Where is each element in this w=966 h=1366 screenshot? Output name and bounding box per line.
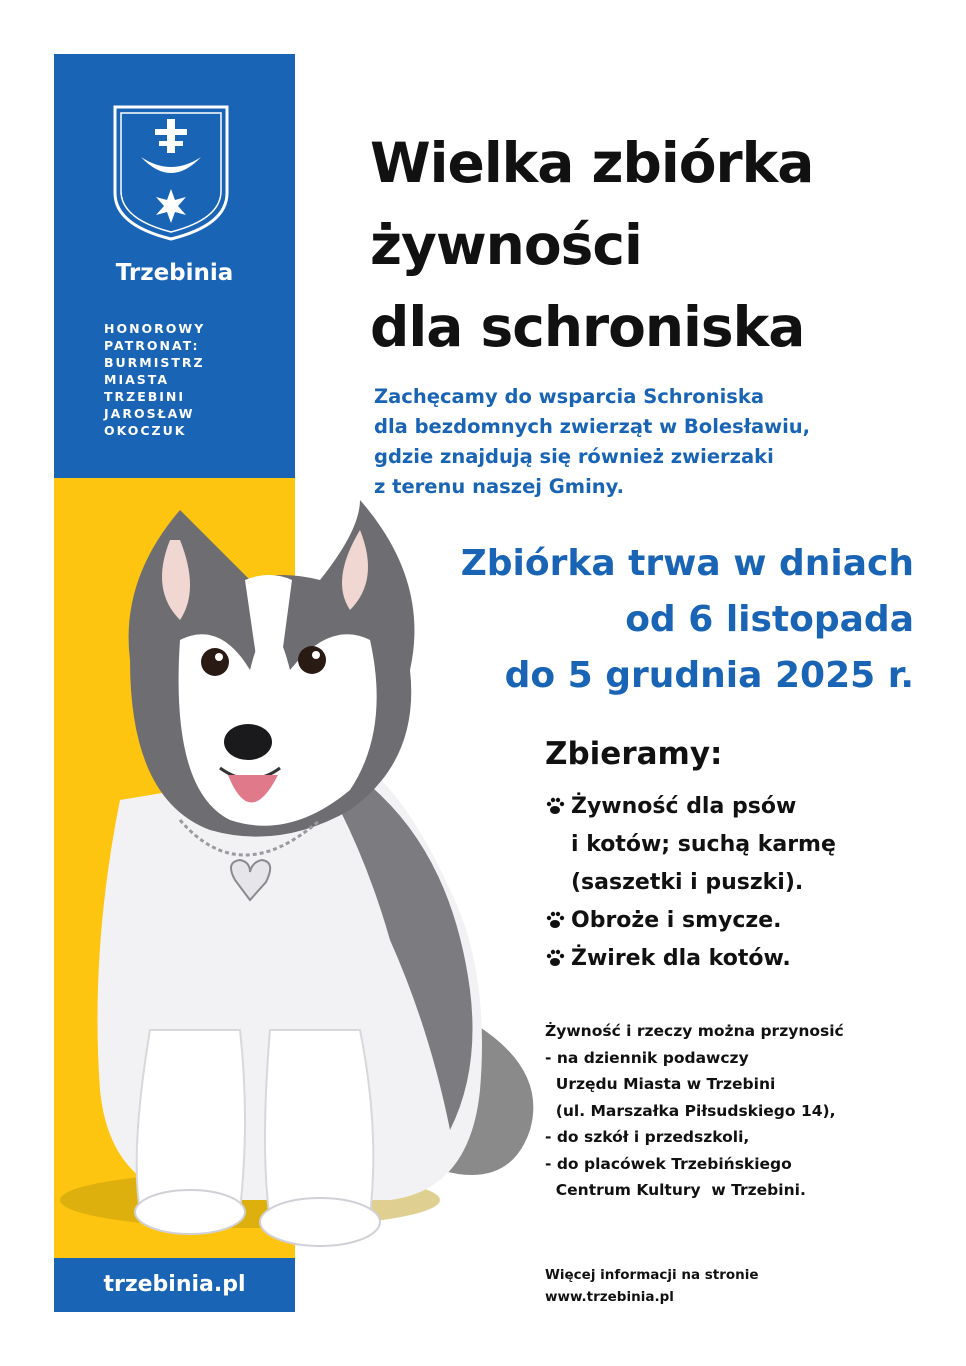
list-item (545, 788, 945, 902)
collect-list (545, 788, 945, 978)
coat-of-arms-icon (111, 103, 231, 243)
list-item-line: i kotów; suchą karmę (571, 832, 836, 857)
paw-icon (545, 796, 565, 816)
dropoff-line: Centrum Kultury w Trzebini. (545, 1181, 806, 1199)
dropoff-line: - do placówek Trzebińskiego (545, 1154, 792, 1173)
dates-line: do 5 grudnia 2025 r. (504, 655, 914, 696)
list-item (545, 940, 945, 978)
title-line: dla schroniska (370, 295, 805, 359)
patronage-line: OKOCZUK (104, 423, 187, 438)
list-item-line: (saszetki i puszki). (571, 870, 804, 895)
intro-line: gdzie znajdują się również zwierzaki (374, 445, 774, 468)
list-item-line: Obroże i smycze. (571, 908, 782, 933)
paw-icon (545, 910, 565, 930)
paw-icon (545, 948, 565, 968)
collection-dates (354, 536, 914, 704)
intro-line: Zachęcamy do wsparcia Schroniska (374, 385, 764, 408)
patronage-line: MIASTA (104, 372, 169, 387)
dropoff-line: Urzędu Miasta w Trzebini (545, 1075, 776, 1093)
page-title (370, 122, 930, 368)
more-info-link[interactable]: www.trzebinia.pl (545, 1289, 674, 1305)
title-line: Wielka zbiórka (370, 131, 814, 195)
intro-line: z terenu naszej Gminy. (374, 475, 624, 498)
list-item-line: Żywność dla psów (571, 794, 797, 819)
dropoff-line: - do szkół i przedszkoli, (545, 1128, 750, 1146)
list-item (545, 902, 945, 940)
dropoff-line: - na dziennik podawczy (545, 1048, 749, 1067)
collect-heading: Zbieramy: (545, 736, 723, 772)
patronage-line: JAROSŁAW (104, 406, 195, 421)
dates-line: od 6 listopada (625, 599, 914, 640)
footer-website-link[interactable]: trzebinia.pl (103, 1272, 246, 1297)
more-info (545, 1264, 759, 1308)
patronage-line: PATRONAT: (104, 338, 200, 353)
dropoff-info (545, 1018, 945, 1204)
patronage-text (104, 320, 284, 439)
list-item-line: Żwirek dla kotów. (571, 946, 791, 971)
dropoff-line: (ul. Marszałka Piłsudskiego 14), (545, 1101, 836, 1120)
dates-line: Zbiórka trwa w dniach (460, 543, 914, 584)
dropoff-line: Żywność i rzeczy można przynosić (545, 1022, 844, 1040)
patronage-line: TRZEBINI (104, 389, 186, 404)
patronage-line: BURMISTRZ (104, 355, 205, 370)
town-name: Trzebinia (115, 260, 234, 286)
patronage-line: HONOROWY (104, 321, 206, 336)
more-info-line: Więcej informacji na stronie (545, 1267, 759, 1283)
intro-text (374, 382, 934, 502)
intro-line: dla bezdomnych zwierząt w Bolesławiu, (374, 415, 811, 438)
title-line: żywności (370, 213, 642, 277)
